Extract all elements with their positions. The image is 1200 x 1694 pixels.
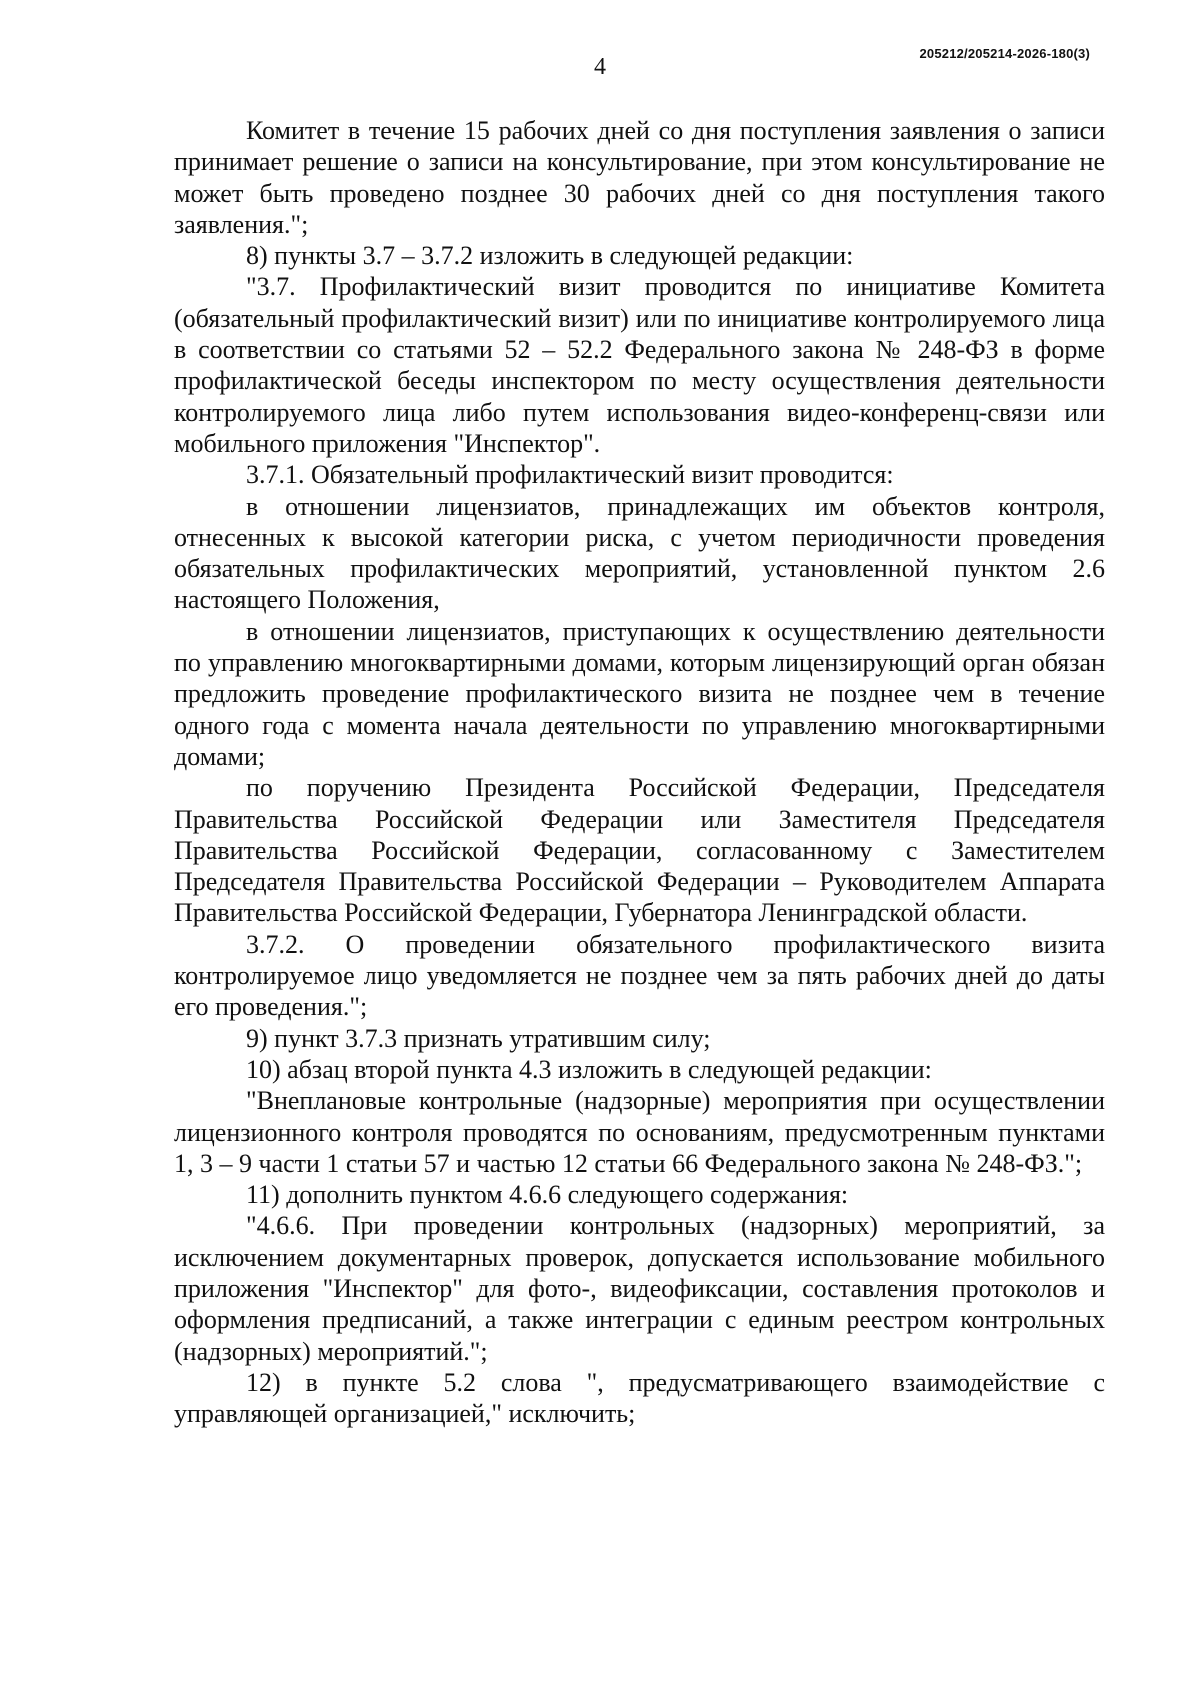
paragraph-item-12: 12) в пункте 5.2 слова ", предусматривающего взаимодействие с управляющей организацией," исключить; bbox=[174, 1367, 1105, 1429]
document-code: 205212/205214-2026-180(3) bbox=[919, 46, 1090, 61]
paragraph-3-7-2: 3.7.2. О проведении обязательного профилактического визита контролируемое лицо уведомляется не позднее чем за пять рабочих дней до даты его проведения."; bbox=[174, 929, 1105, 1022]
paragraph-3-7-1: 3.7.1. Обязательный профилактический визит проводится: bbox=[246, 460, 894, 490]
paragraph-3-7: "3.7. Профилактический визит проводится по инициативе Комитета (обязательный профилактический визит) или по инициативе контролируемого лица в соответствии со статьями 52 – 52.2 Федерального закона № 248-ФЗ в форме профилактической беседы инспектором по месту осуществления деятельности контролируемого лица либо путем использования видео-конференц-связи или мобильного приложения "Инспектор". bbox=[174, 272, 1105, 458]
paragraph-item-9: 9) пункт 3.7.3 признать утратившим силу; bbox=[246, 1023, 711, 1053]
paragraph-item-10: 10) абзац второй пункта 4.3 изложить в следующей редакции: bbox=[246, 1054, 932, 1084]
paragraph-new-licensees: в отношении лицензиатов, приступающих к осуществлению деятельности по управлению многоквартирными домами, которым лицензирующий орган обязан предложить проведение профилактического визита не позднее чем в течение одного года с момента начала деятельности по управлению многоквартирными домами; bbox=[174, 616, 1105, 771]
paragraph-item-11: 11) дополнить пунктом 4.6.6 следующего содержания: bbox=[246, 1180, 849, 1210]
paragraph-unscheduled-inspections: "Внеплановые контрольные (надзорные) мероприятия при осуществлении лицензионного контроля проводятся по основаниям, предусмотренным пунктами 1, 3 – 9 части 1 статьи 57 и частью 12 статьи 66 Федерального закона № 248-ФЗ."; bbox=[174, 1086, 1105, 1178]
paragraph-4-6-6: "4.6.6. При проведении контрольных (надзорных) мероприятий, за исключением документарных проверок, допускается использование мобильного приложения "Инспектор" для фото-, видеофиксации, составления протоколов и оформления предписаний, а также интеграции с единым реестром контрольных (надзорных) мероприятий."; bbox=[174, 1211, 1105, 1366]
paragraph-item-8: 8) пункты 3.7 – 3.7.2 изложить в следующей редакции: bbox=[246, 241, 854, 271]
paragraph-high-risk-licensees: в отношении лицензиатов, принадлежащих им объектов контроля, отнесенных к высокой категории риска, с учетом периодичности проведения обязательных профилактических мероприятий, установленной пунктом 2.6 настоящего Положения, bbox=[174, 491, 1105, 615]
paragraph-by-instruction: по поручению Президента Российской Федерации, Председателя Правительства Российской Федерации или Заместителя Председателя Правительства Российской Федерации, согласованному с Заместителем Председателя Правительства Российской Федерации – Руководителем Аппарата Правительства Российской Федерации, Губернатора Ленинградской области. bbox=[174, 773, 1105, 928]
document-body bbox=[174, 115, 1105, 1429]
paragraph-consultation-deadline: Комитет в течение 15 рабочих дней со дня поступления заявления о записи принимает решение о записи на консультирование, при этом консультирование не может быть проведено позднее 30 рабочих дней со дня поступления такого заявления."; bbox=[174, 116, 1105, 239]
page-number: 4 bbox=[594, 54, 606, 80]
